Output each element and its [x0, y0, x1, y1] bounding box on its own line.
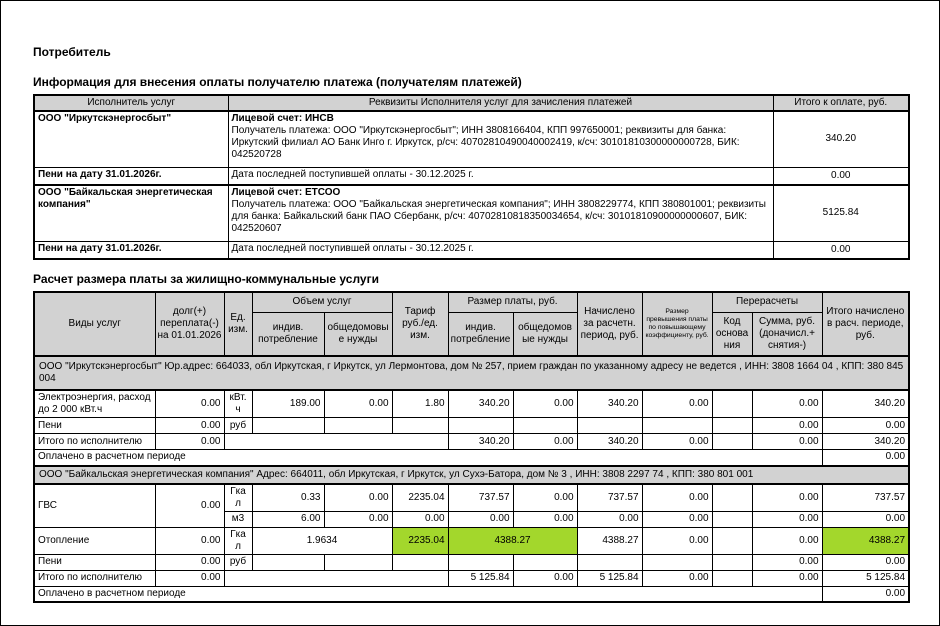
paid-value-cell: 0.00 — [822, 450, 909, 466]
col-header-total: Итого к оплате, руб. — [773, 95, 909, 111]
row-total-cell: 340.20 — [822, 434, 909, 450]
section-title-row — [34, 356, 909, 390]
col-header-volume-common: общедомовые нужды — [324, 312, 392, 356]
tariff-cell-highlighted: 2235.04 — [392, 527, 448, 554]
debt-cell: 0.00 — [155, 570, 224, 586]
penalty-label-cell: Пени на дату 31.01.2026г. — [34, 241, 228, 259]
accrued-cell — [577, 554, 642, 570]
unit-cell: м3 — [224, 511, 252, 527]
paid-label-cell: Оплачено в расчетном периоде — [34, 586, 822, 602]
debt-cell: 0.00 — [155, 527, 224, 554]
subtotal-label-cell: Итого по исполнителю — [34, 570, 155, 586]
provider-details-cell — [228, 185, 773, 241]
merged-empty-cell — [224, 570, 448, 586]
provider-row-irkutskenergosbyt — [34, 111, 909, 167]
provider-name-cell: ООО "Байкальская энергетическая компания" — [34, 185, 228, 241]
recalc-sum-cell: 0.00 — [752, 484, 822, 512]
col-header-recalc-code: Код основа ния — [712, 312, 752, 356]
service-row-heating — [34, 527, 909, 554]
volume-common-cell: 0.00 — [324, 511, 392, 527]
subtotal-label-cell: Итого по исполнителю — [34, 434, 155, 450]
size-common-cell: 0.00 — [513, 390, 577, 418]
payment-info-table — [33, 94, 910, 260]
accrued-cell: 340.20 — [577, 434, 642, 450]
penalty-label-cell: Пени на дату 31.01.2026г. — [34, 167, 228, 185]
col-header-details: Реквизиты Исполнителя услуг для зачисления платежей — [228, 95, 773, 111]
excess-cell — [642, 418, 712, 434]
recalc-code-cell — [712, 570, 752, 586]
recalc-code-cell — [712, 390, 752, 418]
recalc-code-cell — [712, 484, 752, 512]
bank-details: Получатель платежа: ООО "Байкальская энергетическая компания"; ИНН 3808229774, КПП 380801001; реквизиты для банка: Байкальский банк ПАО Сбербанк, р/сч: 40702810818350034654, к/сч: 30101810900000000607, БИК: 042520607 — [231, 199, 766, 234]
accrued-cell: 5 125.84 — [577, 570, 642, 586]
account-label: Лицевой счет: ИНСВ — [231, 113, 334, 124]
merged-empty-cell — [224, 434, 448, 450]
unit-cell: руб — [224, 418, 252, 434]
size-common-cell: 0.00 — [513, 484, 577, 512]
penalty-row — [34, 167, 909, 185]
recalc-code-cell — [712, 554, 752, 570]
total-due-cell: 340.20 — [773, 111, 909, 167]
unit-cell: руб — [224, 554, 252, 570]
size-common-cell — [513, 418, 577, 434]
size-common-cell: 0.00 — [513, 511, 577, 527]
paid-label-cell: Оплачено в расчетном периоде — [34, 450, 822, 466]
volume-indiv-cell: 0.33 — [252, 484, 324, 512]
service-row-gvs-gcal — [34, 484, 909, 512]
recalc-sum-cell: 0.00 — [752, 511, 822, 527]
recalc-sum-cell: 0.00 — [752, 570, 822, 586]
section1-provider-info: ООО "Иркутскэнергосбыт" Юр.адрес: 664033, обл Иркутская, г Иркутск, ул Лермонтова, дом № 257, прием граждан по указанному адресу не ведется , ИНН: 3808 1664 04 , КПП: 380 845 004 — [34, 356, 909, 390]
size-indiv-cell — [448, 554, 513, 570]
row-total-cell: 340.20 — [822, 390, 909, 418]
size-merged-cell-highlighted: 4388.27 — [448, 527, 577, 554]
col-header-total: Итого начислено в расч. периоде, руб. — [822, 292, 909, 356]
provider-subtotal-row — [34, 434, 909, 450]
excess-cell: 0.00 — [642, 527, 712, 554]
debt-cell: 0.00 — [155, 484, 224, 528]
col-header-accrued: Начислено за расчетн. период, руб. — [577, 292, 642, 356]
provider-row-baikalskaya — [34, 185, 909, 241]
col-header-excess: Размер превышения платы по повышающему коэффициенту, руб. — [642, 292, 712, 356]
excess-cell: 0.00 — [642, 484, 712, 512]
debt-cell: 0.00 — [155, 390, 224, 418]
volume-indiv-cell — [252, 554, 324, 570]
calc-header-row-1 — [34, 292, 909, 312]
size-indiv-cell — [448, 418, 513, 434]
size-indiv-cell: 737.57 — [448, 484, 513, 512]
accrued-cell: 340.20 — [577, 390, 642, 418]
penalty-row — [34, 241, 909, 259]
row-total-cell: 737.57 — [822, 484, 909, 512]
recalc-sum-cell: 0.00 — [752, 390, 822, 418]
service-row-electricity — [34, 390, 909, 418]
service-name-cell: Отопление — [34, 527, 155, 554]
accrued-cell — [577, 418, 642, 434]
volume-merged-cell: 1.9634 — [252, 527, 392, 554]
last-payment-date-cell: Дата последней поступившей оплаты - 30.12.2025 г. — [228, 241, 773, 259]
row-total-cell: 0.00 — [822, 554, 909, 570]
tariff-cell: 2235.04 — [392, 484, 448, 512]
accrued-cell: 0.00 — [577, 511, 642, 527]
recalc-sum-cell: 0.00 — [752, 527, 822, 554]
service-name-cell: ГВС — [34, 484, 155, 528]
recalc-code-cell — [712, 434, 752, 450]
unit-cell: Гкал — [224, 527, 252, 554]
row-total-cell: 5 125.84 — [822, 570, 909, 586]
col-header-volume-indiv: индив. потребление — [252, 312, 324, 356]
volume-common-cell — [324, 418, 392, 434]
service-name-cell: Пени — [34, 554, 155, 570]
tariff-cell: 1.80 — [392, 390, 448, 418]
service-row-peni — [34, 418, 909, 434]
size-common-cell — [513, 554, 577, 570]
col-header-unit: Ед. изм. — [224, 292, 252, 356]
excess-cell: 0.00 — [642, 390, 712, 418]
col-header-size-indiv: индив. потребление — [448, 312, 513, 356]
calc-table — [33, 291, 910, 603]
payment-info-heading: Информация для внесения оплаты получателю платежа (получателям платежей) — [33, 75, 522, 89]
tariff-cell — [392, 418, 448, 434]
volume-indiv-cell: 189.00 — [252, 390, 324, 418]
excess-cell: 0.00 — [642, 434, 712, 450]
unit-cell: Гкал — [224, 484, 252, 512]
size-indiv-cell: 340.20 — [448, 390, 513, 418]
account-label: Лицевой счет: ЕТСОО — [231, 187, 341, 198]
col-group-payment-size: Размер платы, руб. — [448, 292, 577, 312]
volume-indiv-cell — [252, 418, 324, 434]
row-total-cell-highlighted: 4388.27 — [822, 527, 909, 554]
accrued-cell: 4388.27 — [577, 527, 642, 554]
volume-indiv-cell: 6.00 — [252, 511, 324, 527]
col-group-volume: Объем услуг — [252, 292, 392, 312]
tariff-cell — [392, 554, 448, 570]
section-title-row — [34, 466, 909, 484]
accrued-cell: 737.57 — [577, 484, 642, 512]
col-group-recalc: Перерасчеты — [712, 292, 822, 312]
provider-subtotal-row — [34, 570, 909, 586]
col-header-size-common: общедомовые нужды — [513, 312, 577, 356]
col-header-services: Виды услуг — [34, 292, 155, 356]
excess-cell: 0.00 — [642, 511, 712, 527]
recalc-code-cell — [712, 511, 752, 527]
total-due-cell: 5125.84 — [773, 185, 909, 241]
row-total-cell: 0.00 — [822, 511, 909, 527]
col-header-debt: долг(+) переплата(-) на 01.01.2026 — [155, 292, 224, 356]
size-indiv-cell: 5 125.84 — [448, 570, 513, 586]
penalty-total-cell: 0.00 — [773, 167, 909, 185]
col-header-provider: Исполнитель услуг — [34, 95, 228, 111]
consumer-heading: Потребитель — [33, 45, 111, 59]
row-total-cell: 0.00 — [822, 418, 909, 434]
tariff-cell: 0.00 — [392, 511, 448, 527]
paid-in-period-row — [34, 586, 909, 602]
col-header-recalc-sum: Сумма, руб. (доначисл.+ снятия-) — [752, 312, 822, 356]
debt-cell: 0.00 — [155, 418, 224, 434]
service-name-cell: Пени — [34, 418, 155, 434]
paid-in-period-row — [34, 450, 909, 466]
recalc-sum-cell: 0.00 — [752, 418, 822, 434]
size-common-cell: 0.00 — [513, 434, 577, 450]
bank-details: Получатель платежа: ООО "Иркутскэнергосбыт"; ИНН 3808166404, КПП 997650001; реквизиты для банка: Иркутский филиал АО Банк Инго г. Иркутск, р/сч: 40702810490040002419, к/сч: 30101810300000000728, БИК: 042520728 — [231, 125, 740, 160]
size-indiv-cell: 0.00 — [448, 511, 513, 527]
provider-details-cell — [228, 111, 773, 167]
volume-common-cell — [324, 554, 392, 570]
col-header-tariff: Тариф руб./ед. изм. — [392, 292, 448, 356]
payment-header-row — [34, 95, 909, 111]
recalc-sum-cell: 0.00 — [752, 434, 822, 450]
debt-cell: 0.00 — [155, 554, 224, 570]
volume-common-cell: 0.00 — [324, 484, 392, 512]
service-row-peni — [34, 554, 909, 570]
recalc-sum-cell: 0.00 — [752, 554, 822, 570]
excess-cell: 0.00 — [642, 570, 712, 586]
calc-heading: Расчет размера платы за жилищно-коммунальные услуги — [33, 272, 379, 286]
paid-value-cell: 0.00 — [822, 586, 909, 602]
provider-name-cell: ООО "Иркутскэнергосбыт" — [34, 111, 228, 167]
unit-cell: кВт.ч — [224, 390, 252, 418]
excess-cell — [642, 554, 712, 570]
volume-common-cell: 0.00 — [324, 390, 392, 418]
size-indiv-cell: 340.20 — [448, 434, 513, 450]
section2-provider-info: ООО "Байкальская энергетическая компания" Адрес: 664011, обл Иркутская, г Иркутск, ул Сухэ-Батора, дом № 3 , ИНН: 3808 2297 74 , КПП: 380 801 001 — [34, 466, 909, 484]
recalc-code-cell — [712, 527, 752, 554]
page-content — [1, 1, 939, 603]
penalty-total-cell: 0.00 — [773, 241, 909, 259]
recalc-code-cell — [712, 418, 752, 434]
debt-cell: 0.00 — [155, 434, 224, 450]
service-name-cell: Электроэнергия, расход до 2 000 кВт.ч — [34, 390, 155, 418]
last-payment-date-cell: Дата последней поступившей оплаты - 30.12.2025 г. — [228, 167, 773, 185]
size-common-cell: 0.00 — [513, 570, 577, 586]
